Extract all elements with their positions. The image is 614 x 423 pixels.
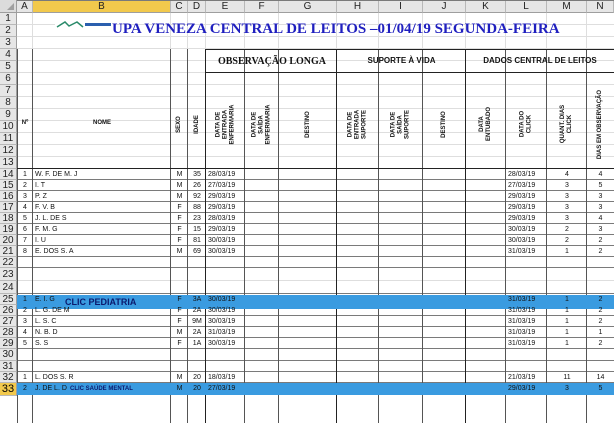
cell-num[interactable]: 1 <box>23 171 27 178</box>
cell-num[interactable]: 5 <box>23 215 27 222</box>
row-header-7[interactable]: 7 <box>0 85 17 97</box>
gridline-row <box>17 280 614 281</box>
cell-nome[interactable]: I. U <box>35 237 46 244</box>
section-observacao-longa: OBSERVAÇÃO LONGA <box>217 56 327 67</box>
cell-data-entrada[interactable]: 29/03/19 <box>208 226 236 233</box>
row-header-3[interactable]: 3 <box>0 37 17 49</box>
cell-idade[interactable]: 26 <box>193 182 201 189</box>
column-header-h[interactable]: H <box>337 0 379 13</box>
cell-num[interactable]: 3 <box>23 318 27 325</box>
cell-data-entrada[interactable]: 30/03/19 <box>208 318 236 325</box>
row-header-19[interactable]: 19 <box>0 224 17 235</box>
cell-nome[interactable]: L. DOS S. R <box>35 374 74 381</box>
column-header-n[interactable]: N <box>587 0 614 13</box>
row-header-8[interactable]: 8 <box>0 97 17 109</box>
column-header-i[interactable]: I <box>379 0 423 13</box>
cell-quant-dias[interactable]: 1 <box>565 296 569 303</box>
row-header-17[interactable]: 17 <box>0 202 17 213</box>
row-header-29[interactable]: 29 <box>0 338 17 349</box>
row-header-11[interactable]: 11 <box>0 133 17 145</box>
cell-data-click[interactable]: 31/03/19 <box>508 248 536 255</box>
cell-idade[interactable]: 81 <box>193 237 201 244</box>
header-quant-dias-click: QUANT. DIAS CLICK <box>560 104 573 144</box>
gridline-row <box>17 267 614 268</box>
header-idade: IDADE <box>193 114 200 134</box>
row-header-31[interactable]: 31 <box>0 361 17 372</box>
pediatria-label: CLIC PEDIATRIA <box>65 297 137 307</box>
cell-data-entrada[interactable]: 31/03/19 <box>208 329 236 336</box>
row-header-10[interactable]: 10 <box>0 121 17 133</box>
cell-quant-dias[interactable]: 1 <box>565 340 569 347</box>
cell-nome[interactable]: J. L. DE S <box>35 215 67 222</box>
cell-nome[interactable]: F. V. B <box>35 204 55 211</box>
cell-sexo[interactable]: M <box>176 193 183 200</box>
cell-num[interactable]: 6 <box>23 226 27 233</box>
cell-sexo[interactable]: F <box>177 237 182 244</box>
row-header-4[interactable]: 4 <box>0 49 17 61</box>
cell-sexo[interactable]: F <box>177 340 182 347</box>
header-data-entrada-suporte: DATA DE ENTRADA SUPORTE <box>347 109 368 139</box>
row-header-25[interactable]: 25 <box>0 294 17 305</box>
cell-sexo[interactable]: M <box>176 171 183 178</box>
cell-data-click[interactable]: 31/03/19 <box>508 318 536 325</box>
cell-quant-dias[interactable]: 1 <box>565 318 569 325</box>
row-header-30[interactable]: 30 <box>0 349 17 361</box>
cell-sexo[interactable]: M <box>176 248 183 255</box>
cell-data-entrada[interactable]: 28/03/19 <box>208 215 236 222</box>
row-header-9[interactable]: 9 <box>0 109 17 121</box>
row-header-22[interactable]: 22 <box>0 257 17 268</box>
cell-data-click[interactable]: 29/03/19 <box>508 215 536 222</box>
cell-data-entrada[interactable]: 18/03/19 <box>208 374 236 381</box>
logo-icon <box>55 21 115 29</box>
cell-num[interactable]: 3 <box>23 193 27 200</box>
row-header-6[interactable]: 6 <box>0 73 17 85</box>
cell-idade[interactable]: 20 <box>193 385 201 392</box>
cell-data-entrada[interactable]: 27/03/19 <box>208 385 236 392</box>
saude-mental-label: CLIC SAÚDE MENTAL <box>70 386 133 392</box>
column-header-e[interactable]: E <box>206 0 245 13</box>
cell-nome[interactable]: L. G. DE M <box>35 307 70 314</box>
cell-data-click[interactable]: 29/03/19 <box>508 385 536 392</box>
section-divider <box>206 72 614 73</box>
cell-data-click[interactable]: 31/03/19 <box>508 307 536 314</box>
cell-data-click[interactable]: 31/03/19 <box>508 329 536 336</box>
cell-data-entrada[interactable]: 27/03/19 <box>208 182 236 189</box>
cell-dias-observacao[interactable]: 5 <box>598 385 603 392</box>
cell-data-click[interactable]: 29/03/19 <box>508 193 536 200</box>
cell-sexo[interactable]: M <box>176 182 183 189</box>
cell-quant-dias[interactable]: 4 <box>565 171 569 178</box>
cell-idade[interactable]: 2A <box>192 329 202 336</box>
cell-idade[interactable]: 9M <box>192 318 202 325</box>
cell-dias-observacao[interactable]: 3 <box>598 226 603 233</box>
cell-dias-observacao[interactable]: 14 <box>596 374 605 381</box>
cell-num[interactable]: 4 <box>23 329 27 336</box>
row-header-20[interactable]: 20 <box>0 235 17 246</box>
cell-num[interactable]: 8 <box>23 248 27 255</box>
table-border-col <box>32 49 33 423</box>
sheet-title: UPA VENEZA CENTRAL DE LEITOS –01/04/19 SEGUNDA-FEIRA <box>112 21 560 37</box>
cell-sexo[interactable]: M <box>176 374 183 381</box>
cell-quant-dias[interactable]: 3 <box>565 193 569 200</box>
column-header-j[interactable]: J <box>423 0 466 13</box>
header-data-entrada-enfermaria: DATA DE ENTRADA ENFERMARIA <box>215 104 235 144</box>
cell-nome[interactable]: S. S <box>35 340 49 347</box>
cell-dias-observacao[interactable]: 2 <box>598 307 603 314</box>
column-header-m[interactable]: M <box>547 0 587 13</box>
cell-num[interactable]: 2 <box>23 182 27 189</box>
cell-nome[interactable]: F. M. G <box>35 226 58 233</box>
row-header-32[interactable]: 32 <box>0 372 17 383</box>
cell-sexo[interactable]: F <box>177 204 182 211</box>
cell-idade[interactable]: 15 <box>193 226 201 233</box>
cell-sexo[interactable]: F <box>177 318 182 325</box>
cell-quant-dias[interactable]: 3 <box>565 385 569 392</box>
header-num: Nº <box>21 120 29 126</box>
cell-nome[interactable]: L. S. C <box>35 318 57 325</box>
cell-sexo[interactable]: F <box>177 226 182 233</box>
row-header-28[interactable]: 28 <box>0 327 17 338</box>
column-header-a[interactable]: A <box>17 0 33 13</box>
column-header-b[interactable]: B <box>33 0 171 13</box>
cell-nome[interactable]: W. F. DE M. J <box>35 171 78 178</box>
header-data-do-click: DATA DO CLICK <box>519 110 533 138</box>
cell-data-click[interactable]: 29/03/19 <box>508 204 536 211</box>
cell-num[interactable]: 1 <box>23 374 27 381</box>
cell-dias-observacao[interactable]: 5 <box>598 182 603 189</box>
row-header-13[interactable]: 13 <box>0 157 17 169</box>
row-header-15[interactable]: 15 <box>0 180 17 191</box>
row-header-5[interactable]: 5 <box>0 61 17 73</box>
cell-dias-observacao[interactable]: 2 <box>598 318 603 325</box>
cell-data-click[interactable]: 28/03/19 <box>508 171 536 178</box>
cell-data-click[interactable]: 31/03/19 <box>508 340 536 347</box>
column-header-k[interactable]: K <box>466 0 506 13</box>
cell-idade[interactable]: 35 <box>193 171 201 178</box>
column-header-g[interactable]: G <box>279 0 337 13</box>
cell-num[interactable]: 1 <box>23 296 27 303</box>
column-header-f[interactable]: F <box>245 0 279 13</box>
cell-data-click[interactable]: 21/03/19 <box>508 374 536 381</box>
cell-dias-observacao[interactable]: 2 <box>598 340 603 347</box>
row-header-14[interactable]: 14 <box>0 169 17 180</box>
cell-nome[interactable]: I. T <box>35 182 45 189</box>
select-all-corner[interactable] <box>0 0 17 13</box>
header-data-saida-suporte: DATA DE SAÍDA SUPORTE <box>390 109 411 139</box>
cell-quant-dias[interactable]: 1 <box>565 329 569 336</box>
column-header-d[interactable]: D <box>188 0 206 13</box>
cell-num[interactable]: 7 <box>23 237 27 244</box>
cell-data-entrada[interactable]: 28/03/19 <box>208 171 236 178</box>
section-suporte-a-vida: SUPORTE À VIDA <box>367 56 436 65</box>
cell-idade[interactable]: 92 <box>193 193 201 200</box>
cell-num[interactable]: 2 <box>23 385 27 392</box>
row-header-1[interactable]: 1 <box>0 13 17 25</box>
header-sexo: SEXO <box>176 115 182 133</box>
row-header-2[interactable]: 2 <box>0 25 17 37</box>
section-dados-central: DADOS CENTRAL DE LEITOS <box>483 56 597 65</box>
cell-sexo[interactable]: F <box>177 215 182 222</box>
cell-dias-observacao[interactable]: 3 <box>598 193 603 200</box>
cell-data-click[interactable]: 31/03/19 <box>508 296 536 303</box>
cell-quant-dias[interactable]: 1 <box>565 307 569 314</box>
cell-quant-dias[interactable]: 3 <box>565 204 569 211</box>
cell-idade[interactable]: 69 <box>193 248 201 255</box>
cell-data-entrada[interactable]: 30/03/19 <box>208 237 236 244</box>
table-border-col <box>17 49 18 423</box>
cell-sexo[interactable]: F <box>177 296 182 303</box>
column-header-l[interactable]: L <box>506 0 547 13</box>
cell-num[interactable]: 5 <box>23 340 27 347</box>
gridline-row <box>17 360 614 361</box>
cell-nome[interactable]: P. Z <box>35 193 47 200</box>
cell-data-entrada[interactable]: 30/03/19 <box>208 296 236 303</box>
cell-sexo[interactable]: F <box>177 307 182 314</box>
row-header-18[interactable]: 18 <box>0 213 17 224</box>
cell-num[interactable]: 2 <box>23 307 27 314</box>
cell-dias-observacao[interactable]: 2 <box>598 237 603 244</box>
row-header-21[interactable]: 21 <box>0 246 17 257</box>
cell-quant-dias[interactable]: 2 <box>565 237 569 244</box>
row-header-12[interactable]: 12 <box>0 145 17 157</box>
header-destino-suporte: DESTINO <box>440 110 447 138</box>
logo-image <box>55 16 115 24</box>
cell-data-entrada[interactable]: 30/03/19 <box>208 248 236 255</box>
header-nome: NOME <box>93 120 111 126</box>
row-header-24[interactable]: 24 <box>0 281 17 294</box>
cell-idade[interactable]: 1A <box>192 340 202 347</box>
row-header-16[interactable]: 16 <box>0 191 17 202</box>
gridline-row <box>17 0 614 1</box>
cell-quant-dias[interactable]: 1 <box>565 248 569 255</box>
cell-dias-observacao[interactable]: 3 <box>598 204 603 211</box>
cell-dias-observacao[interactable]: 4 <box>598 215 603 222</box>
row-header-26[interactable]: 26 <box>0 305 17 316</box>
header-data-saida-enfermaria: DATA DE SAÍDA ENFERMARIA <box>251 104 272 144</box>
cell-sexo[interactable]: M <box>176 385 183 392</box>
cell-data-entrada[interactable]: 30/03/19 <box>208 307 236 314</box>
cell-nome[interactable]: N. B. D <box>35 329 58 336</box>
header-dias-em-observacao: DIAS EM OBSERVAÇÃO <box>597 89 603 159</box>
row-header-27[interactable]: 27 <box>0 316 17 327</box>
header-data-entubado: DATA ENTUBADO <box>479 107 492 141</box>
cell-idade[interactable]: 2A <box>192 307 202 314</box>
cell-dias-observacao[interactable]: 1 <box>598 329 603 336</box>
cell-quant-dias[interactable]: 3 <box>565 215 569 222</box>
cell-quant-dias[interactable]: 3 <box>565 182 569 189</box>
cell-idade[interactable]: 20 <box>193 374 201 381</box>
cell-dias-observacao[interactable]: 4 <box>598 171 603 178</box>
cell-nome[interactable]: J. DE L. D <box>35 385 67 392</box>
table-border-top <box>206 49 614 50</box>
cell-sexo[interactable]: M <box>176 329 183 336</box>
cell-data-click[interactable]: 30/03/19 <box>508 237 536 244</box>
cell-dias-observacao[interactable]: 2 <box>598 296 603 303</box>
row-header-33[interactable]: 33 <box>0 383 17 396</box>
cell-quant-dias[interactable]: 11 <box>563 374 571 381</box>
cell-data-entrada[interactable]: 30/03/19 <box>208 340 236 347</box>
column-header-c[interactable]: C <box>171 0 188 13</box>
cell-idade[interactable]: 88 <box>193 204 201 211</box>
row-header-23[interactable]: 23 <box>0 268 17 281</box>
cell-data-click[interactable]: 30/03/19 <box>508 226 536 233</box>
cell-data-click[interactable]: 27/03/19 <box>508 182 536 189</box>
cell-num[interactable]: 4 <box>23 204 27 211</box>
cell-nome[interactable]: E. DOS S. A <box>35 248 74 255</box>
cell-dias-observacao[interactable]: 2 <box>598 248 603 255</box>
cell-idade[interactable]: 3A <box>192 296 202 303</box>
cell-nome[interactable]: E. I. G <box>35 296 55 303</box>
cell-idade[interactable]: 23 <box>193 215 201 222</box>
cell-quant-dias[interactable]: 2 <box>565 226 569 233</box>
cell-data-entrada[interactable]: 29/03/19 <box>208 204 236 211</box>
header-destino-observacao: DESTINO <box>304 110 311 138</box>
cell-data-entrada[interactable]: 29/03/19 <box>208 193 236 200</box>
